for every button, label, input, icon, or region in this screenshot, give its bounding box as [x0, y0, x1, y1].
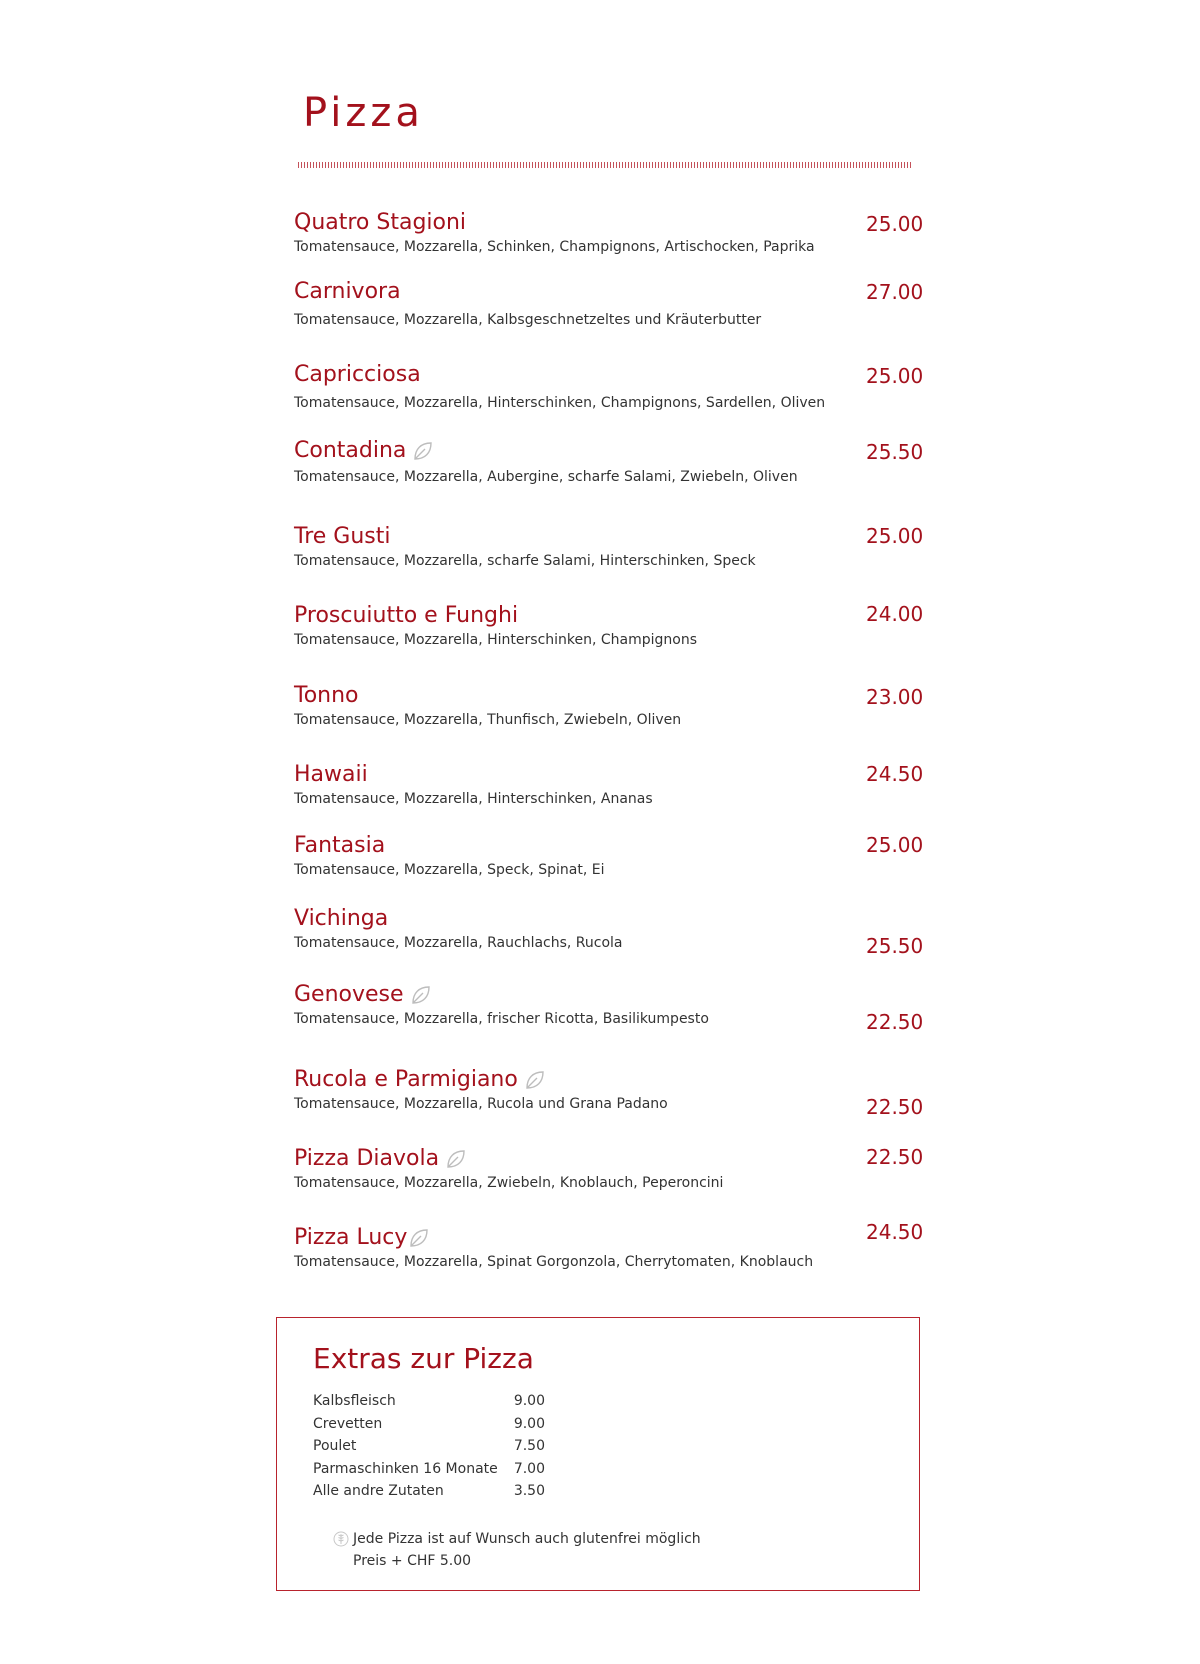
extras-title: Extras zur Pizza [313, 1342, 534, 1375]
item-description: Tomatensauce, Mozzarella, Zwiebeln, Knoblauch, Peperoncini [294, 1175, 724, 1191]
menu-item [294, 524, 924, 570]
item-price: 24.50 [866, 762, 924, 786]
item-price: 27.00 [866, 280, 924, 304]
extras-box [276, 1317, 920, 1591]
item-name: Fantasia [294, 833, 386, 858]
item-name: Vichinga [294, 906, 389, 931]
item-description: Tomatensauce, Mozzarella, Rauchlachs, Rucola [294, 935, 623, 951]
item-description: Tomatensauce, Mozzarella, frischer Ricotta, Basilikumpesto [294, 1011, 709, 1027]
extra-name: Poulet [313, 1438, 357, 1454]
item-price: 25.00 [866, 212, 924, 236]
page-title: Pizza [303, 90, 424, 136]
item-price: 25.50 [866, 440, 924, 464]
item-name: Carnivora [294, 279, 401, 304]
extras-row [313, 1435, 545, 1458]
item-price: 22.50 [866, 1145, 924, 1169]
item-price: 24.00 [866, 602, 924, 626]
dotted-divider [298, 162, 912, 168]
leaf-icon [410, 984, 432, 1006]
extra-price: 9.00 [513, 1393, 545, 1409]
item-price: 23.00 [866, 685, 924, 709]
item-description: Tomatensauce, Mozzarella, Schinken, Champignons, Artischocken, Paprika [294, 239, 815, 255]
extra-price: 7.50 [513, 1438, 545, 1454]
extras-row [313, 1458, 545, 1481]
extra-name: Parmaschinken 16 Monate [313, 1460, 498, 1477]
leaf-icon [524, 1069, 546, 1091]
item-price: 25.00 [866, 524, 924, 548]
menu-item [294, 438, 924, 486]
item-description: Tomatensauce, Mozzarella, Rucola und Grana Padano [294, 1096, 668, 1112]
menu-item [294, 762, 924, 808]
item-price: 24.50 [866, 1220, 924, 1244]
leaf-icon [408, 1227, 430, 1249]
extras-row [313, 1413, 545, 1436]
menu-item [294, 1067, 924, 1113]
item-name: Hawaii [294, 762, 368, 787]
item-price: 25.00 [866, 364, 924, 388]
menu-item [294, 683, 924, 729]
menu-item [294, 603, 924, 649]
item-name: Pizza Lucy [294, 1225, 408, 1250]
item-description: Tomatensauce, Mozzarella, Hinterschinken, Champignons, Sardellen, Oliven [294, 395, 826, 411]
item-description: Tomatensauce, Mozzarella, Kalbsgeschnetzeltes und Kräuterbutter [294, 312, 762, 328]
item-name: Capricciosa [294, 362, 421, 387]
menu-item [294, 1225, 924, 1271]
extras-row [313, 1480, 545, 1503]
gluten-note-line1: Jede Pizza ist auf Wunsch auch glutenfrei möglich [353, 1531, 701, 1547]
item-description: Tomatensauce, Mozzarella, Hinterschinken, Ananas [294, 791, 653, 807]
wheat-icon [333, 1531, 349, 1547]
item-price: 22.50 [866, 1095, 924, 1119]
item-price: 25.00 [866, 833, 924, 857]
item-name: Contadina [294, 438, 407, 463]
item-price: 25.50 [866, 934, 924, 958]
extra-name: Crevetten [313, 1415, 383, 1432]
menu-item [294, 362, 924, 412]
menu-item [294, 906, 924, 952]
gluten-free-note [333, 1528, 701, 1572]
item-description: Tomatensauce, Mozzarella, Aubergine, scharfe Salami, Zwiebeln, Oliven [294, 469, 798, 485]
gluten-note-line2: Preis + CHF 5.00 [353, 1553, 472, 1569]
item-name: Tonno [294, 683, 359, 708]
item-name: Pizza Diavola [294, 1146, 440, 1171]
extra-name: Kalbsfleisch [313, 1393, 396, 1409]
menu-item [294, 982, 924, 1028]
item-name: Proscuiutto e Funghi [294, 603, 519, 628]
extra-name: Alle andre Zutaten [313, 1483, 444, 1499]
menu-item [294, 210, 924, 256]
item-description: Tomatensauce, Mozzarella, Hinterschinken, Champignons [294, 632, 698, 648]
item-name: Tre Gusti [294, 524, 391, 549]
menu-item [294, 1146, 924, 1192]
item-name: Genovese [294, 982, 404, 1007]
menu-item [294, 833, 924, 879]
item-name: Quatro Stagioni [294, 210, 467, 235]
item-description: Tomatensauce, Mozzarella, scharfe Salami, Hinterschinken, Speck [294, 553, 756, 569]
item-price: 22.50 [866, 1010, 924, 1034]
leaf-icon [412, 440, 434, 462]
extras-row [313, 1390, 545, 1413]
item-name: Rucola e Parmigiano [294, 1067, 518, 1092]
extra-price: 3.50 [513, 1483, 545, 1499]
extras-list [313, 1390, 545, 1503]
extra-price: 9.00 [513, 1415, 545, 1432]
item-description: Tomatensauce, Mozzarella, Thunfisch, Zwiebeln, Oliven [294, 712, 682, 728]
menu-item [294, 279, 924, 329]
item-description: Tomatensauce, Mozzarella, Speck, Spinat, Ei [294, 862, 605, 878]
leaf-icon [445, 1148, 467, 1170]
extra-price: 7.00 [513, 1460, 545, 1477]
item-description: Tomatensauce, Mozzarella, Spinat Gorgonzola, Cherrytomaten, Knoblauch [294, 1254, 814, 1270]
